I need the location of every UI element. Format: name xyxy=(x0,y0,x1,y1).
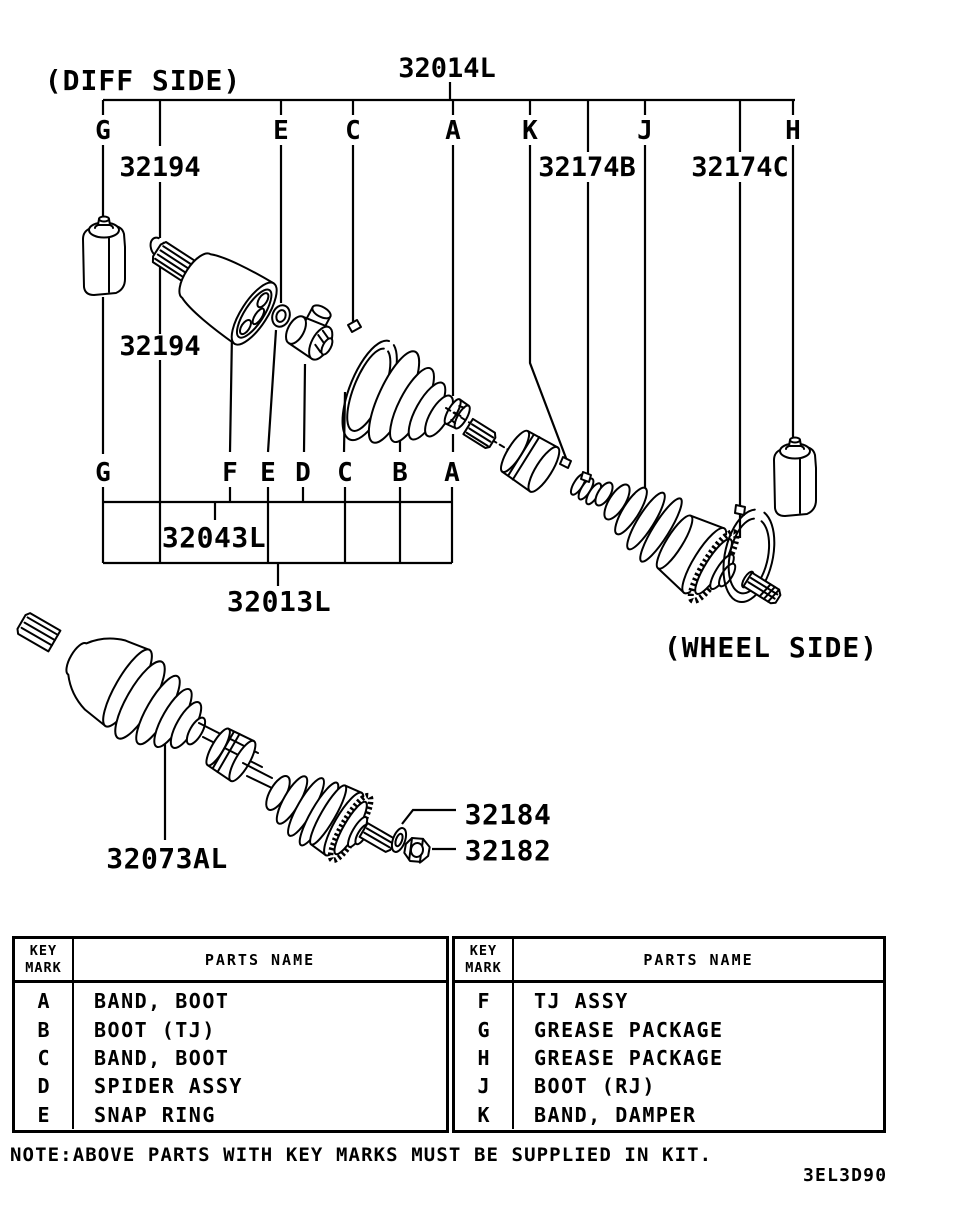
part-number-band-damper: 32174B xyxy=(538,152,636,183)
key-header-line2: MARK xyxy=(25,959,62,976)
table-header xyxy=(455,939,883,983)
part-number-boot-kit: 32013L xyxy=(226,585,332,618)
callout-letter-bottom: B xyxy=(392,458,408,488)
drawing-code: 3EL3D90 xyxy=(803,1165,888,1186)
intermediate-shaft-drawing xyxy=(446,408,604,506)
key-column xyxy=(15,983,74,1129)
part-number-washer: 32184 xyxy=(464,798,552,831)
key-mark: D xyxy=(37,1074,50,1099)
key-mark: K xyxy=(477,1102,490,1127)
parts-name: SPIDER ASSY xyxy=(94,1074,243,1099)
kit-note: NOTE:ABOVE PARTS WITH KEY MARKS MUST BE SUPPLIED IN KIT. xyxy=(10,1144,713,1166)
driveshaft-assy-drawing xyxy=(15,612,430,869)
parts-name-column xyxy=(514,983,883,1129)
key-table-right xyxy=(452,936,886,1133)
spider-assy-drawing xyxy=(280,297,345,364)
key-header-line1: KEY xyxy=(469,943,498,960)
callout-letter-bottom: F xyxy=(222,458,238,488)
key-mark: J xyxy=(477,1074,490,1099)
callout-letter-bottom: G xyxy=(95,458,111,488)
part-number-driveshaft: 32073AL xyxy=(106,842,228,875)
table-body xyxy=(455,983,883,1129)
callout-letter-bottom: A xyxy=(444,458,460,488)
callout-letter-top: E xyxy=(273,116,289,146)
parts-name: GREASE PACKAGE xyxy=(534,1017,724,1042)
key-mark: E xyxy=(37,1102,50,1127)
part-number-snap-upper: 32194 xyxy=(119,152,201,183)
key-mark: F xyxy=(477,989,490,1014)
part-number-wheel-ring: 32174C xyxy=(691,152,789,183)
table-header xyxy=(15,939,446,983)
parts-name: SNAP RING xyxy=(94,1102,216,1127)
part-number-joint-kit: 32043L xyxy=(161,521,267,554)
part-number-nut: 32182 xyxy=(464,834,552,867)
damper-band-k-drawing xyxy=(560,457,571,468)
diff-side-label: (DIFF SIDE) xyxy=(44,64,242,97)
parts-name: BAND, BOOT xyxy=(94,1045,230,1070)
parts-name: GREASE PACKAGE xyxy=(534,1045,724,1070)
key-table-left xyxy=(12,936,449,1133)
key-header-line1: KEY xyxy=(29,943,58,960)
callout-letter-top: J xyxy=(637,116,653,146)
key-header-line2: MARK xyxy=(465,959,502,976)
part-number-kit: 32014L xyxy=(398,53,496,84)
grease-package-h-drawing xyxy=(774,438,816,517)
grease-package-g-drawing xyxy=(83,217,125,296)
callout-letter-top: G xyxy=(95,116,111,146)
key-mark: C xyxy=(37,1045,50,1070)
callout-letter-bottom: D xyxy=(295,458,311,488)
table-body xyxy=(15,983,446,1129)
wheel-side-label: (WHEEL SIDE) xyxy=(663,631,879,664)
tj-boot-drawing xyxy=(331,320,458,449)
parts-name-header: PARTS NAME xyxy=(643,950,754,969)
key-mark: A xyxy=(37,989,50,1014)
parts-name: BOOT (RJ) xyxy=(534,1074,656,1099)
callout-letter-top: C xyxy=(345,116,361,146)
callout-letter-top: K xyxy=(522,116,538,146)
callout-letter-bottom: C xyxy=(337,458,353,488)
callout-letter-top: A xyxy=(445,116,461,146)
parts-name: BOOT (TJ) xyxy=(94,1017,216,1042)
key-mark: H xyxy=(477,1045,490,1070)
parts-name-column xyxy=(74,983,446,1129)
key-mark-header xyxy=(15,939,74,980)
nut-drawing xyxy=(403,836,431,864)
parts-name-header: PARTS NAME xyxy=(204,950,316,969)
parts-name: TJ ASSY xyxy=(534,989,629,1014)
callout-letter-bottom: E xyxy=(260,458,276,488)
part-number-snap-lower: 32194 xyxy=(119,331,201,362)
parts-name: BAND, BOOT xyxy=(94,989,230,1014)
boot-band-c-drawing xyxy=(348,320,361,332)
key-mark: G xyxy=(477,1017,490,1042)
key-column xyxy=(455,983,514,1129)
key-mark: B xyxy=(37,1017,50,1042)
band-32174b-drawing xyxy=(581,472,591,482)
parts-name: BAND, DAMPER xyxy=(534,1102,697,1127)
callout-letter-top: H xyxy=(785,116,801,146)
key-mark-header xyxy=(455,939,514,980)
